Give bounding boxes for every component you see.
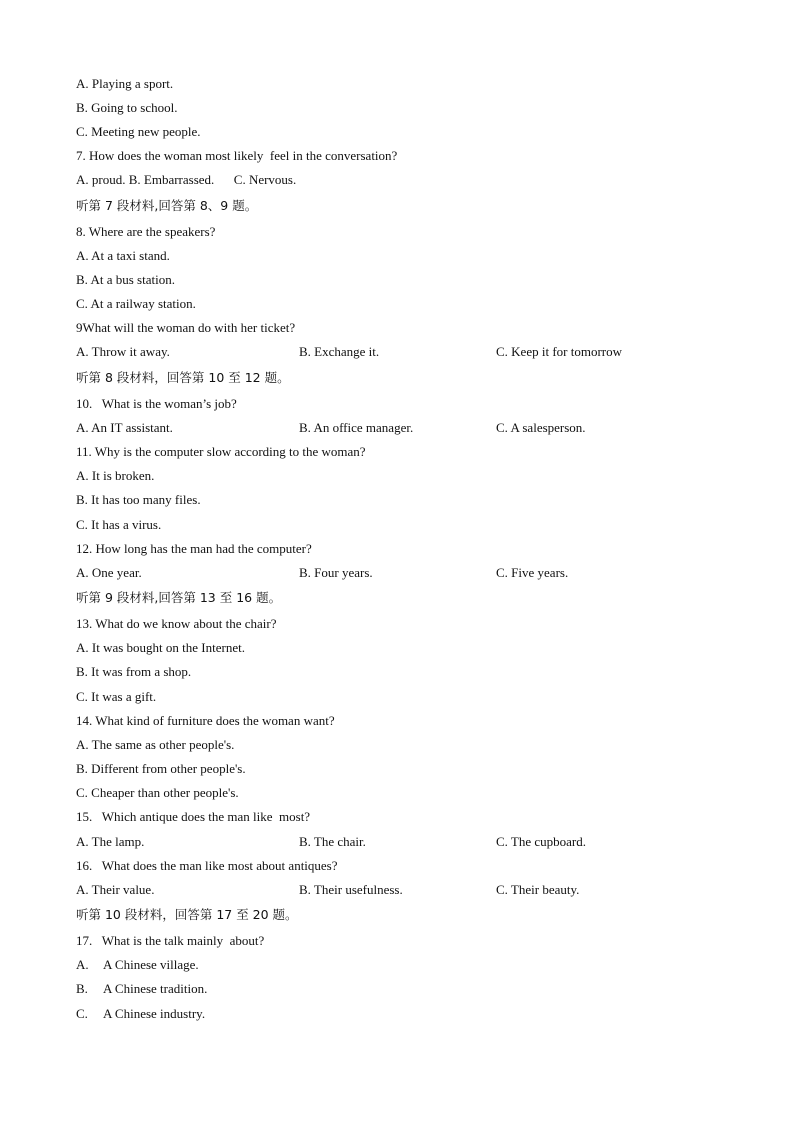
option-b: B. Four years.: [299, 565, 373, 580]
question-10: 10. What is the woman’s job?: [76, 396, 237, 411]
option-text: A Chinese village.: [103, 957, 199, 972]
option-text: C. It was a gift.: [76, 689, 157, 704]
option-text: A. Playing a sport.: [76, 76, 174, 91]
option-a: A. One year.: [76, 565, 142, 580]
question-14: 14. What kind of furniture does the woman want?: [76, 713, 335, 728]
option-c: C. A salesperson.: [496, 420, 586, 435]
option-c: C. Five years.: [496, 565, 569, 580]
option-c: C. The cupboard.: [496, 834, 587, 849]
section-heading: 听第 9 段材料,回答第 13 至 16 题。: [76, 590, 282, 605]
option-text: B. Going to school.: [76, 100, 178, 115]
option-text: A. It is broken.: [76, 468, 155, 483]
question-15: 15. Which antique does the man like most?: [76, 809, 311, 824]
option-letter: A.: [76, 957, 89, 972]
option-b: B. An office manager.: [299, 420, 414, 435]
option-text: A Chinese tradition.: [103, 981, 208, 996]
option-text: B. It has too many files.: [76, 492, 201, 507]
option-c: C. Keep it for tomorrow: [496, 344, 623, 359]
option-text: B. Different from other people's.: [76, 761, 246, 776]
question-9: 9What will the woman do with her ticket?: [76, 320, 296, 335]
option-letter: C.: [76, 1006, 88, 1021]
option-text: A. It was bought on the Internet.: [76, 640, 245, 655]
option-b: B. Their usefulness.: [299, 882, 403, 897]
option-text: C. At a railway station.: [76, 296, 196, 311]
options-q7: A. proud. B. Embarrassed. C. Nervous.: [76, 172, 297, 187]
option-letter: B.: [76, 981, 88, 996]
option-c: C. Their beauty.: [496, 882, 580, 897]
option-text: C. Cheaper than other people's.: [76, 785, 239, 800]
option-text: A. The same as other people's.: [76, 737, 235, 752]
question-16: 16. What does the man like most about antiques?: [76, 858, 338, 873]
option-b: B. The chair.: [299, 834, 366, 849]
question-17: 17. What is the talk mainly about?: [76, 933, 265, 948]
question-12: 12. How long has the man had the computer?: [76, 541, 312, 556]
option-text: C. It has a virus.: [76, 517, 162, 532]
section-heading: 听第 10 段材料，回答第 17 至 20 题。: [76, 907, 298, 922]
question-7: 7. How does the woman most likely feel in the conversation?: [76, 148, 398, 163]
section-heading: 听第 7 段材料,回答第 8、9 题。: [76, 198, 258, 213]
option-b: B. Exchange it.: [299, 344, 380, 359]
option-text: B. It was from a shop.: [76, 664, 192, 679]
option-text: A. At a taxi stand.: [76, 248, 170, 263]
option-text: A Chinese industry.: [103, 1006, 206, 1021]
option-a: A. Throw it away.: [76, 344, 170, 359]
option-a: A. An IT assistant.: [76, 420, 173, 435]
option-a: A. The lamp.: [76, 834, 145, 849]
option-a: A. Their value.: [76, 882, 155, 897]
question-11: 11. Why is the computer slow according to the woman?: [76, 444, 366, 459]
question-8: 8. Where are the speakers?: [76, 224, 216, 239]
option-text: C. Meeting new people.: [76, 124, 201, 139]
question-13: 13. What do we know about the chair?: [76, 616, 277, 631]
option-text: B. At a bus station.: [76, 272, 175, 287]
section-heading: 听第 8 段材料，回答第 10 至 12 题。: [76, 370, 290, 385]
